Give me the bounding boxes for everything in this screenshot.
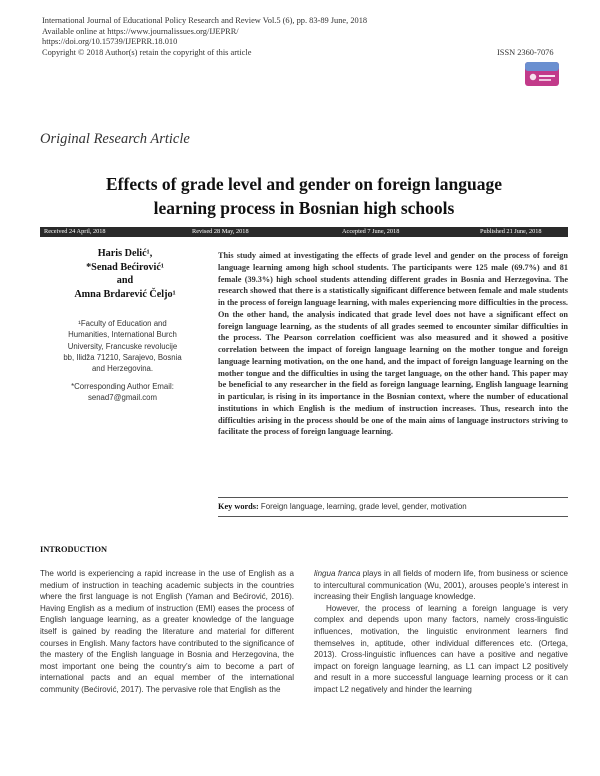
accepted-date: Accepted 7 June, 2018	[342, 228, 400, 235]
revised-date: Revised 28 May, 2018	[192, 228, 249, 235]
abstract: This study aimed at investigating the effects of grade level and gender on the process of foreign language learning among high school students. The participants were 125 male (69.7%) and 81 female (39.3%) high school students attending different grades in Bosnia and Herzegovina. The research showed that there is a statistically significant difference between female and male students in the process of foreign language learning, with males experiencing more difficulties in the process. On the other hand, the analysis indicated that grade level does not have a significant effect on foreign language learning, as the students of all grades seemed to encounter similar difficulties in the process. The Pearson correlation coefficient was also measured and it showed a positive correlation between the impact of foreign language learning on the mother tongue and foreign language learning motivation, on the one hand, and the impact of foreign language learning on the mother tongue and the difficulties in using the target language, on the other hand. This paper may be beneficial to any researcher in the field as foreign language learning, English language learning in particular, is rising in its importance in the Bosnian context, where the number of educational institutions in which English is the medium of instruction increases. Thus, research into the difficulties arising in the process should be one of the main aims of language instructors striving to facilitate the process of foreign language learning.	[218, 251, 568, 437]
author-1: Haris Delić¹,	[97, 248, 153, 259]
author-3: Amna Brdarević Čeljo¹	[74, 288, 176, 300]
paragraph: However, the process of learning a foreign language is very complex and depends upon many factors, namely cross-linguistic influences, motivation, the linguistic environment learners find themselves in, aptitude, other individual differences etc. (Ortega, 2013). Cross-linguistic influences can have a positive and negative impact on foreign language learning, as L1 can impact L2 positively and result in a more successful language learning process or it can impact L2 negatively and hinder the learning	[314, 603, 568, 694]
published-date: Published 21 June, 2018	[480, 228, 542, 235]
author-and: and	[116, 275, 134, 286]
journal-header	[42, 16, 562, 58]
section-heading: INTRODUCTION	[40, 545, 108, 554]
corresponding-author	[40, 381, 205, 404]
affiliation-line: bb, Ilidža 71210, Sarajevo, Bosnia	[63, 352, 182, 362]
affiliation-line: Humanities, International Burch	[68, 330, 177, 340]
paper-title	[40, 172, 568, 220]
journal-logo-icon	[524, 60, 560, 88]
affiliation	[40, 318, 205, 374]
keywords-bottom-rule	[218, 516, 568, 517]
italic-term: lingua franca	[314, 569, 361, 578]
title-line-1: Effects of grade level and gender on foreign language	[106, 174, 502, 194]
affiliation-line: and Herzegovina.	[91, 364, 154, 374]
corresponding-label: *Corresponding Author Email:	[71, 382, 174, 391]
keywords-text: Foreign language, learning, grade level, gender, motivation	[260, 502, 467, 511]
author-2: *Senad Bećirović¹	[86, 261, 164, 273]
paragraph: The world is experiencing a rapid increase in the use of English as a medium of instruction in teaching academic subjects in the countries where the first language is not English (Yaman and Bećirović, 2016). Having English as a medium of instruction (EMI) eases the process of English language learning, as a greater knowledge of the language itself is gained by reading the literature and material for different courses in English. Many factors have contributed to the significance of the mastery of the English language in Bosnia and Herzegovina, the most important one being the country’s aim to become a part of international pacts and an equal member of the international community (Bećirović, 2017). The pervasive role that English as the	[40, 569, 294, 694]
copyright-notice: Copyright © 2018 Author(s) retain the copyright of this article	[42, 47, 252, 57]
journal-citation: International Journal of Educational Policy Research and Review Vol.5 (6), pp. 83-89 June, 2018	[42, 16, 368, 25]
journal-url[interactable]: Available online at https://www.journalissues.org/IJEPRR/	[42, 26, 239, 36]
affiliation-line: ¹Faculty of Education and	[78, 319, 167, 328]
body-column-left	[40, 568, 294, 696]
corresponding-email[interactable]: senad7@gmail.com	[87, 393, 158, 403]
author-list	[40, 247, 210, 301]
received-date: Received 24 April, 2018	[44, 228, 106, 235]
affiliation-line: University, Francuske revolucije	[67, 341, 178, 351]
keywords-label: Key words:	[218, 502, 259, 511]
dates-bar	[40, 227, 568, 237]
issn: ISSN 2360-7076	[497, 48, 554, 57]
keywords-top-rule	[218, 497, 568, 498]
body-column-right	[314, 568, 568, 696]
doi-link[interactable]: https://doi.org/10.15739/IJEPRR.18.010	[42, 37, 178, 47]
paragraph	[314, 568, 568, 603]
article-type: Original Research Article	[40, 131, 190, 147]
paragraph-text: plays in all fields of modern life, from business or science to intercultural communication (Wu, 2001), arouses people’s interest in increasing their English language knowledge.	[314, 569, 568, 602]
keywords	[218, 502, 568, 511]
title-line-2: learning process in Bosnian high schools	[153, 198, 455, 218]
